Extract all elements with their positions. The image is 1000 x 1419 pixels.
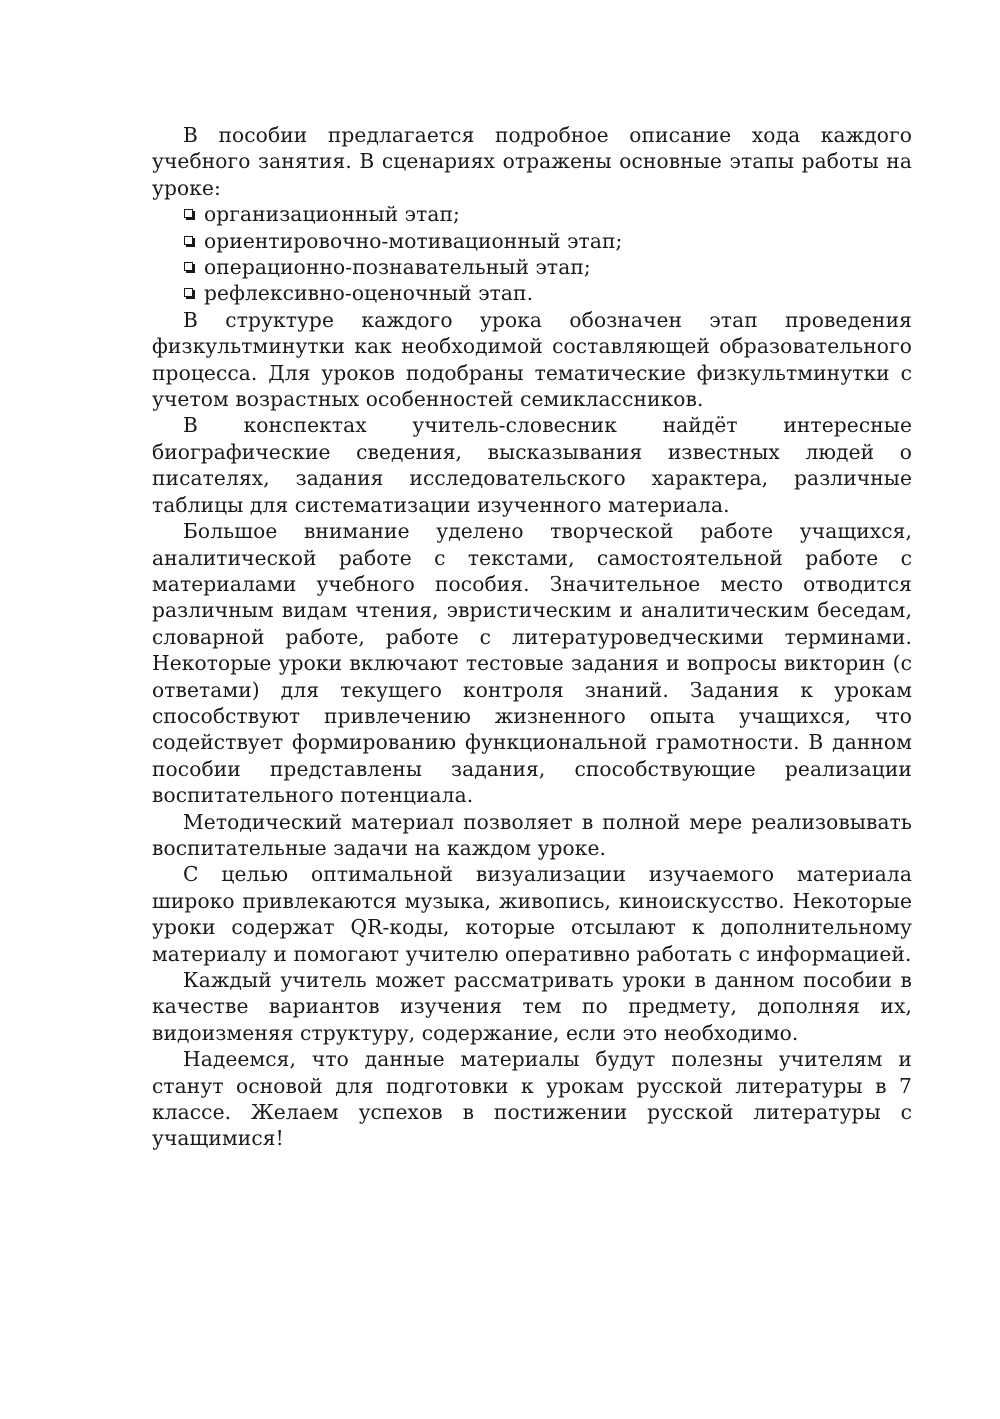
checkbox-bullet-icon [184,288,193,297]
list-item-text: организационный этап; [204,202,460,227]
paragraph-physical-breaks: В структуре каждого урока обозначен этап проведения физкультминутки как необходимой составляющей образовательного процесса. Для уроков подобраны тематические физкультминутки с учетом возрастных особенностей семиклассников. [152,307,912,412]
paragraph-teacher-options: Каждый учитель может рассматривать уроки в данном пособии в качестве вариантов изучения тем по предмету, дополняя их, видоизменяя структуру, содержание, если это необходимо. [152,968,912,1045]
list-item [152,228,912,254]
list-item-text: ориентировочно-мотивационный этап; [204,228,623,253]
paragraph-closing: Надеемся, что данные материалы будут полезны учителям и станут основой для подготовки к урокам русской литературы в 7 классе. Желаем успехов в постижении русской литературы с учащимися! [152,1047,912,1151]
paragraph-outlines: В конспектах учитель-словесник найдёт интересные биографические сведения, высказывания известных людей о писателях, задания исследовательского характера, различные таблицы для систематизации изученного материала. [152,413,912,517]
list-item [152,201,912,227]
stages-list [152,201,912,307]
list-item-text: операционно-познавательный этап; [204,255,591,280]
intro-paragraph: В пособии предлагается подробное описание хода каждого учебного занятия. В сценариях отражены основные этапы работы на уроке: [152,123,912,200]
checkbox-bullet-icon [184,236,193,245]
paragraph-visualization: С целью оптимальной визуализации изучаемого материала широко привлекаются музыка, живопись, киноискусство. Некоторые уроки содержат QR-коды, которые отсылают к дополнительному материалу и помогают учителю оперативно работать с информацией. [152,862,912,966]
checkbox-bullet-icon [184,262,193,271]
checkbox-bullet-icon [184,209,193,218]
paragraph-methodical-material: Методический материал позволяет в полной мере реализовывать воспитательные задачи на каждом уроке. [152,809,912,860]
paragraph-creative-work: Большое внимание уделено творческой работе учащихся, аналитической работе с текстами, самостоятельной работе с материалами учебного пособия. Значительное место отводится различным видам чтения, эвристическим и аналитическим беседам, словарной работе, работе с литературоведческими терминами. Некоторые уроки включают тестовые задания и вопросы викторин (с ответами) для текущего контроля знаний. Задания к урокам способствуют привлечению жизненного опыта учащихся, что содействует формированию функциональной грамотности. В данном пособии представлены задания, способствующие реализации воспитательного потенциала. [152,519,912,808]
page-body [152,122,912,1152]
list-item [152,254,912,280]
list-item [152,280,912,306]
list-item-text: рефлексивно-оценочный этап. [204,281,534,306]
